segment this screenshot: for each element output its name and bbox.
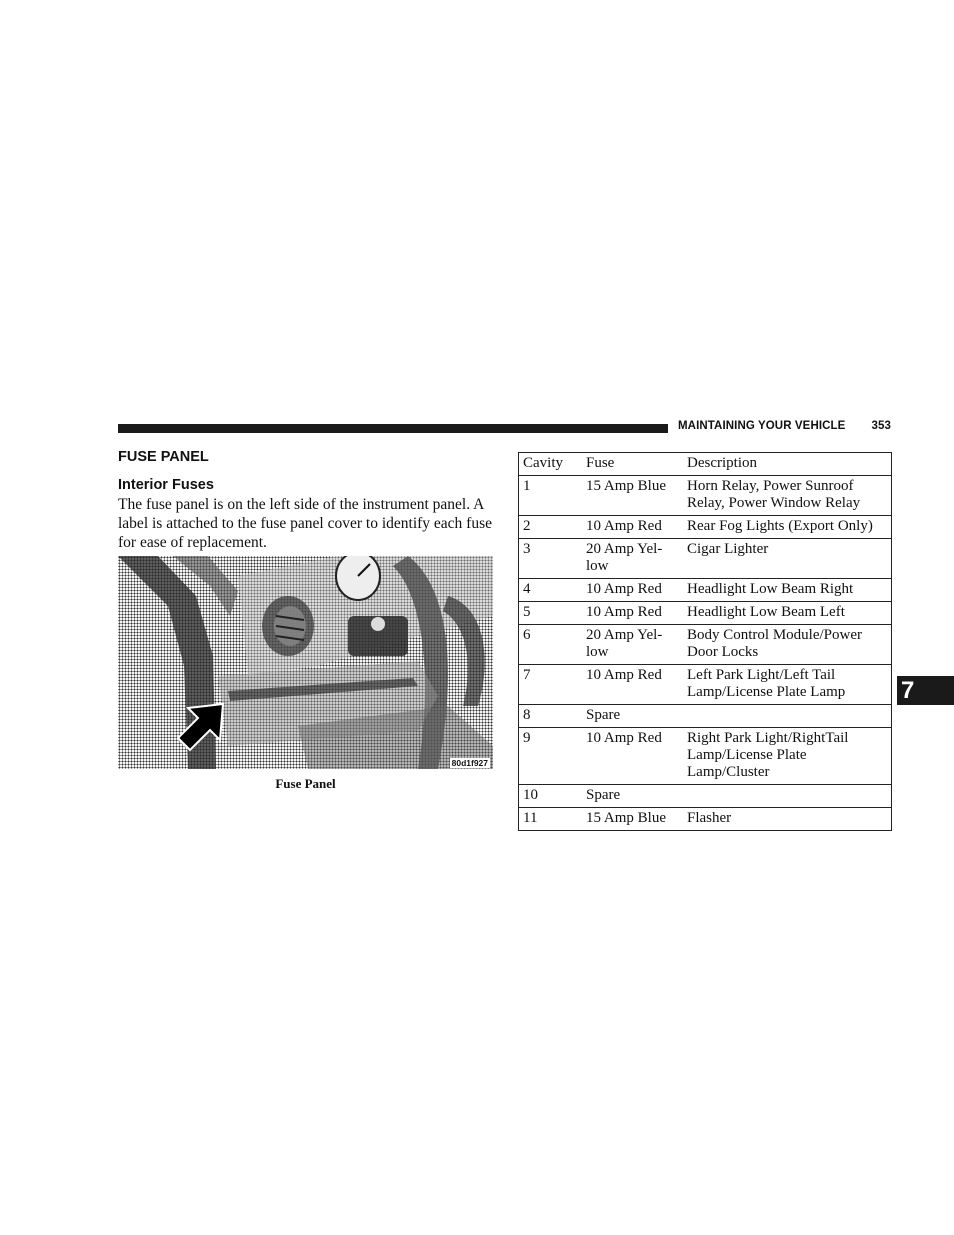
running-header <box>678 420 891 432</box>
page-number: 353 <box>871 420 891 432</box>
cell-cavity: 2 <box>519 516 583 539</box>
cell-description <box>683 705 892 728</box>
table-row <box>519 808 892 831</box>
cell-cavity: 11 <box>519 808 583 831</box>
table-row <box>519 516 892 539</box>
table-row <box>519 728 892 785</box>
table-row <box>519 579 892 602</box>
cell-description: Rear Fog Lights (Export Only) <box>683 516 892 539</box>
cell-fuse: 10 Amp Red <box>582 602 683 625</box>
cell-cavity: 6 <box>519 625 583 665</box>
cell-fuse: 10 Amp Red <box>582 728 683 785</box>
table-row <box>519 602 892 625</box>
cell-cavity: 5 <box>519 602 583 625</box>
header-cavity: Cavity <box>519 453 583 476</box>
cell-fuse: 10 Amp Red <box>582 516 683 539</box>
table-row <box>519 785 892 808</box>
cell-cavity: 7 <box>519 665 583 705</box>
figure-caption: Fuse Panel <box>275 776 336 791</box>
cell-description: Horn Relay, Power Sunroof Relay, Power Window Relay <box>683 476 892 516</box>
cell-description: Right Park Light/RightTail Lamp/License Plate Lamp/Cluster <box>683 728 892 785</box>
section-title: FUSE PANEL <box>118 449 209 465</box>
cell-cavity: 4 <box>519 579 583 602</box>
cell-description: Body Control Module/Power Door Locks <box>683 625 892 665</box>
cell-cavity: 8 <box>519 705 583 728</box>
header-description: Description <box>683 453 892 476</box>
table-row <box>519 665 892 705</box>
cell-description: Flasher <box>683 808 892 831</box>
cell-fuse: 10 Amp Red <box>582 579 683 602</box>
figure-code: 80d1f927 <box>451 758 488 768</box>
cell-fuse: 15 Amp Blue <box>582 808 683 831</box>
table-row <box>519 705 892 728</box>
cell-cavity: 9 <box>519 728 583 785</box>
cell-fuse: 15 Amp Blue <box>582 476 683 516</box>
body-paragraph: The fuse panel is on the left side of the instrument panel. A label is attached to the fuse panel cover to identify each fuse for ease of replacement. <box>118 496 492 551</box>
subsection-title: Interior Fuses <box>118 477 214 493</box>
fuse-panel-drawing <box>118 556 493 769</box>
fuse-panel-illustration <box>118 556 493 769</box>
cell-cavity: 1 <box>519 476 583 516</box>
header-fuse: Fuse <box>582 453 683 476</box>
cell-fuse: 20 Amp Yel-low <box>582 539 683 579</box>
cell-fuse: Spare <box>582 705 683 728</box>
table-header-row <box>519 453 892 476</box>
chapter-tab: 7 <box>897 676 954 705</box>
table-row <box>519 625 892 665</box>
cell-description: Cigar Lighter <box>683 539 892 579</box>
fuse-table <box>518 452 892 831</box>
cell-fuse: Spare <box>582 785 683 808</box>
cell-cavity: 10 <box>519 785 583 808</box>
cell-description <box>683 785 892 808</box>
cell-cavity: 3 <box>519 539 583 579</box>
table-row <box>519 476 892 516</box>
cell-description: Headlight Low Beam Right <box>683 579 892 602</box>
table-row <box>519 539 892 579</box>
cell-fuse: 10 Amp Red <box>582 665 683 705</box>
header-section: MAINTAINING YOUR VEHICLE <box>678 420 846 432</box>
cell-description: Left Park Light/Left Tail Lamp/License Plate Lamp <box>683 665 892 705</box>
cell-fuse: 20 Amp Yel-low <box>582 625 683 665</box>
cell-description: Headlight Low Beam Left <box>683 602 892 625</box>
header-rule <box>118 424 668 433</box>
